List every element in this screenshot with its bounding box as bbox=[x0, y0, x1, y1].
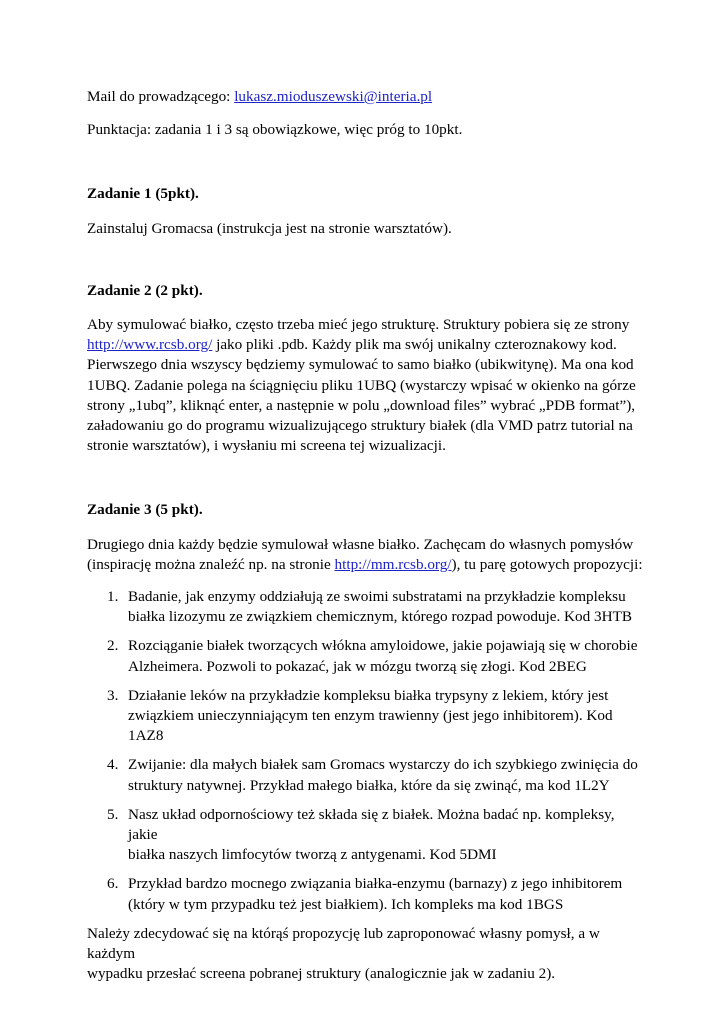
task2-line: załadowaniu go do programu wizualizującego struktury białek (dla VMD patrz tutorial na bbox=[87, 417, 633, 435]
list-line: Nasz układ odpornościowy też składa się z białek. Można badać np. kompleksy, jakie bbox=[128, 805, 615, 844]
task1-heading: Zadanie 1 (5pkt). bbox=[87, 185, 199, 203]
document-page bbox=[87, 87, 647, 985]
contact-line bbox=[87, 87, 647, 107]
list-line: Rozciąganie białek tworzących włókna amyloidowe, jakie pojawiają się w chorobie bbox=[128, 637, 638, 655]
task3-heading: Zadanie 3 (5 pkt). bbox=[87, 501, 203, 519]
list-item bbox=[87, 636, 647, 676]
closing-line: Należy zdecydować się na którąś propozycję lub zaproponować własny pomysł, a w każdym bbox=[87, 924, 600, 963]
list-item bbox=[87, 805, 647, 866]
list-number: 1. bbox=[107, 588, 119, 606]
list-number: 2. bbox=[107, 637, 119, 655]
task2-line: 1UBQ. Zadanie polega na ściągnięciu pliku 1UBQ (wystarczy wpisać w okienko na górze bbox=[87, 376, 636, 394]
scoring-text: Punktacja: zadania 1 i 3 są obowiązkowe, więc próg to 10pkt. bbox=[87, 121, 463, 139]
task2-line: Aby symulować białko, często trzeba mieć jego strukturę. Struktury pobiera się ze strony bbox=[87, 316, 630, 334]
list-line: białka naszych limfocytów tworzą z antygenami. Kod 5DMI bbox=[128, 846, 497, 864]
list-line: Zwijanie: dla małych białek sam Gromacs wystarczy do ich szybkiego zwinięcia do bbox=[128, 756, 638, 774]
task2-line-with-link bbox=[87, 335, 647, 355]
task1-body: Zainstaluj Gromacsa (instrukcja jest na stronie warsztatów). bbox=[87, 219, 452, 237]
task2-line: Pierwszego dnia wszyscy będziemy symulować to samo białko (ubikwitynę). Ma ona kod bbox=[87, 356, 634, 374]
list-item bbox=[87, 874, 647, 914]
list-number: 6. bbox=[107, 875, 119, 893]
task3-line-with-link bbox=[87, 555, 647, 575]
task2-line: stronie warsztatów), i wysłaniu mi screena tej wizualizacji. bbox=[87, 437, 446, 455]
rcsb-link[interactable]: http://www.rcsb.org/ bbox=[87, 336, 213, 354]
list-line: związkiem unieczynniającym ten enzym trawienny (jest jego inhibitorem). Kod 1AZ8 bbox=[128, 707, 613, 745]
mm-rcsb-link[interactable]: http://mm.rcsb.org/ bbox=[334, 555, 452, 573]
task2-line-rest: jako pliki .pdb. Każdy plik ma swój unikalny czteroznakowy kod. bbox=[212, 336, 617, 354]
task2-heading: Zadanie 2 (2 pkt). bbox=[87, 281, 203, 299]
task3-intro bbox=[87, 535, 647, 575]
list-item bbox=[87, 686, 647, 747]
task2-body bbox=[87, 315, 647, 456]
list-number: 4. bbox=[107, 756, 119, 774]
task3-line-prefix: (inspirację można znaleźć np. na stronie bbox=[87, 555, 335, 573]
list-line: białka lizozymu ze związkiem chemicznym, którego rozpad powoduje. Kod 3HTB bbox=[128, 608, 632, 626]
proposal-list bbox=[87, 587, 647, 915]
task3-line-suffix: ), tu parę gotowych propozycji: bbox=[451, 555, 643, 573]
list-line: Alzheimera. Pozwoli to pokazać, jak w mózgu tworzą się złogi. Kod 2BEG bbox=[128, 657, 587, 675]
contact-prefix: Mail do prowadzącego: bbox=[87, 88, 235, 105]
task2-line: strony „1ubq”, kliknąć enter, a następnie w polu „download files” wybrać „PDB format”), bbox=[87, 396, 636, 414]
task3-line: Drugiego dnia każdy będzie symulował własne białko. Zachęcam do własnych pomysłów bbox=[87, 535, 634, 553]
list-line: (który w tym przypadku też jest białkiem). Ich kompleks ma kod 1BGS bbox=[128, 895, 564, 913]
list-number: 3. bbox=[107, 686, 119, 704]
list-line: Badanie, jak enzymy oddziałują ze swoimi substratami na przykładzie kompleksu bbox=[128, 588, 626, 606]
list-item bbox=[87, 755, 647, 795]
closing-line: wypadku przesłać screena pobranej struktury (analogicznie jak w zadaniu 2). bbox=[87, 965, 556, 983]
task3-closing bbox=[87, 924, 647, 985]
list-item bbox=[87, 587, 647, 627]
list-number: 5. bbox=[107, 805, 119, 823]
list-line: struktury natywnej. Przykład małego białka, które da się zwinąć, ma kod 1L2Y bbox=[128, 776, 610, 794]
email-link[interactable]: lukasz.mioduszewski@interia.pl bbox=[234, 88, 433, 105]
list-line: Działanie leków na przykładzie kompleksu białka trypsyny z lekiem, który jest bbox=[128, 686, 609, 704]
list-line: Przykład bardzo mocnego związania białka-enzymu (barnazy) z jego inhibitorem bbox=[128, 875, 623, 893]
